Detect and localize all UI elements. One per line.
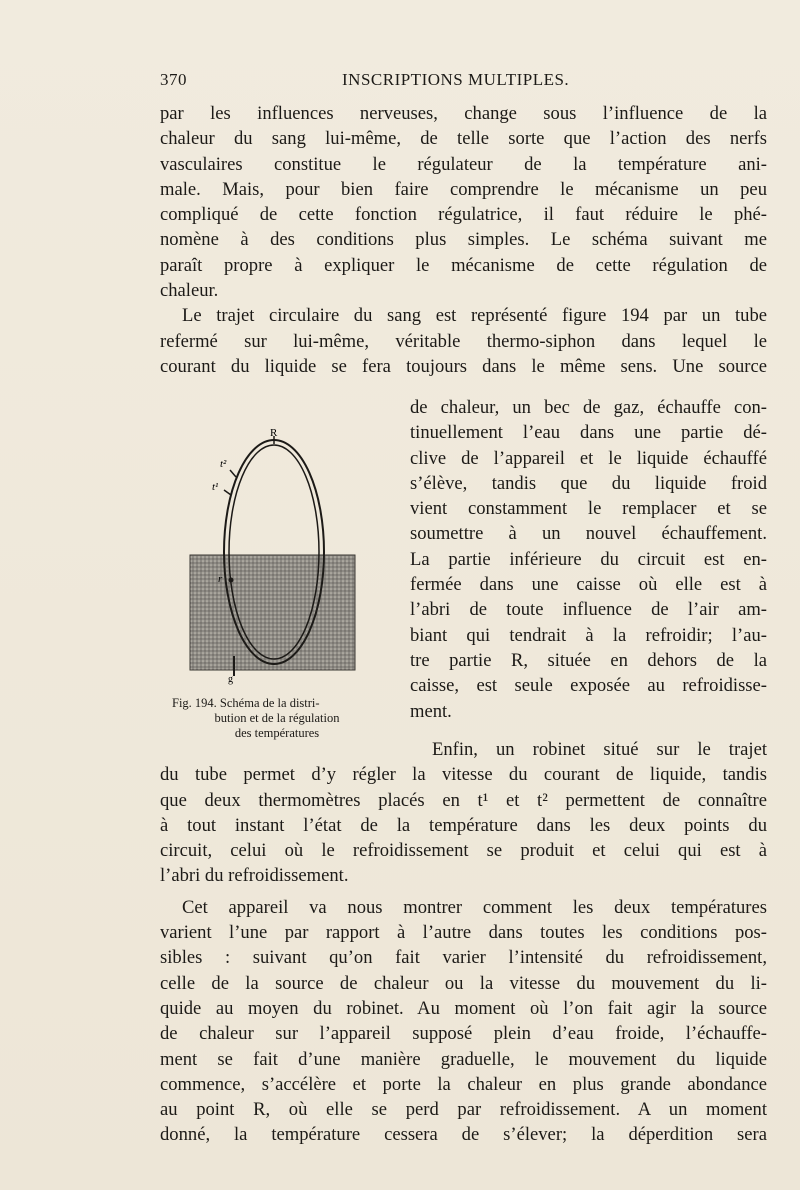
page-number: 370 [160, 70, 187, 89]
text-line: varient l’une par rapport à l’autre dans toutes les conditions pos- [160, 922, 767, 944]
body-text-column [410, 395, 767, 724]
text-line: ment. [410, 700, 452, 722]
text-line: paraît propre à expliquer le mécanisme de cette régulation de [160, 254, 767, 276]
insulated-box [190, 555, 355, 670]
text-line: vient constamment le remplacer et se [410, 498, 767, 520]
text-line: Le trajet circulaire du sang est représenté figure 194 par un tube [182, 305, 767, 327]
body-text-top [160, 101, 767, 379]
label-r: R [270, 427, 278, 439]
text-line: caisse, est seule exposée au refroidisse- [410, 675, 767, 697]
thermo-siphon-diagram [178, 420, 378, 695]
text-line: circuit, celui où le refroidissement se produit et celui qui est à [160, 840, 767, 862]
text-line: vasculaires constitue le régulateur de la température ani- [160, 153, 767, 175]
text-line: chaleur. [160, 280, 219, 302]
text-line: Enfin, un robinet situé sur le trajet [432, 739, 767, 760]
running-head [160, 70, 770, 94]
text-line: soumettre à un nouvel échauffement. [410, 523, 767, 545]
label-robinet: r [218, 573, 223, 585]
text-line: l’abri de toute influence de l’air am- [410, 599, 767, 621]
text-line: par les influences nerveuses, change sous l’influence de la [160, 103, 767, 124]
text-line: de chaleur sur l’appareil supposé plein d’eau froide, l’échauffe- [160, 1023, 767, 1045]
text-line: du tube permet d’y régler la vitesse du courant de liquide, tandis [160, 764, 767, 786]
text-line: au point R, où elle se perd par refroidissement. A un moment [160, 1099, 767, 1121]
body-text-bottom [160, 737, 767, 1148]
text-line: donné, la température cessera de s’élever; la déperdition sera [160, 1124, 767, 1146]
text-line: à tout instant l’état de la température dans les deux points du [160, 814, 767, 836]
text-line: celle de la source de chaleur ou la vitesse du mouvement du li- [160, 972, 767, 994]
text-line: quide au moyen du robinet. Au moment où l’on fait agir la source [160, 997, 767, 1019]
running-title: INSCRIPTIONS MULTIPLES. [342, 70, 570, 89]
label-t2: t² [220, 458, 227, 470]
figure-194 [178, 420, 378, 695]
text-line: l’abri du refroidissement. [160, 865, 349, 887]
text-line: biant qui tendrait à la refroidir; l’au- [410, 624, 767, 646]
text-line: commence, s’accélère et porte la chaleur en plus grande abondance [160, 1073, 767, 1095]
text-line: tre partie R, située en dehors de la [410, 649, 767, 671]
text-line: male. Mais, pour bien faire comprendre le mécanisme un peu [160, 178, 767, 200]
text-line: Cet appareil va nous montrer comment les deux températures [182, 896, 767, 918]
text-line: tinuellement l’eau dans une partie dé- [410, 422, 767, 444]
label-t1: t¹ [212, 481, 219, 493]
text-line: La partie inférieure du circuit est en- [410, 548, 767, 570]
text-line: s’élève, tandis que du liquide froid [410, 472, 767, 494]
caption-line-1: Fig. 194. Schéma de la distri- [172, 696, 320, 710]
text-line: courant du liquide se fera toujours dans le même sens. Une source [160, 355, 767, 377]
text-line: nomène à des conditions plus simples. Le schéma suivant me [160, 229, 767, 251]
text-line: refermé sur lui-même, véritable thermo-siphon dans lequel le [160, 330, 767, 352]
text-line: que deux thermomètres placés en t¹ et t² permettent de connaître [160, 789, 767, 811]
label-burner: g [228, 674, 233, 685]
text-line: de chaleur, un bec de gaz, échauffe con- [410, 397, 767, 418]
text-line: ment se fait d’une manière graduelle, le mouvement du liquide [160, 1048, 767, 1070]
text-line: compliqué de cette fonction régulatrice, il faut réduire le phé- [160, 204, 767, 226]
caption-line-2: bution et de la régulation [214, 711, 340, 725]
text-line: clive de l’appareil et le liquide échauffé [410, 447, 767, 469]
text-line: sibles : suivant qu’on fait varier l’intensité du refroidissement, [160, 947, 767, 969]
caption-line-3: des températures [234, 726, 320, 740]
figure-caption [172, 696, 382, 741]
text-line: chaleur du sang lui-même, de telle sorte que l’action des nerfs [160, 128, 767, 150]
text-line: fermée dans une caisse où elle est à [410, 574, 767, 596]
